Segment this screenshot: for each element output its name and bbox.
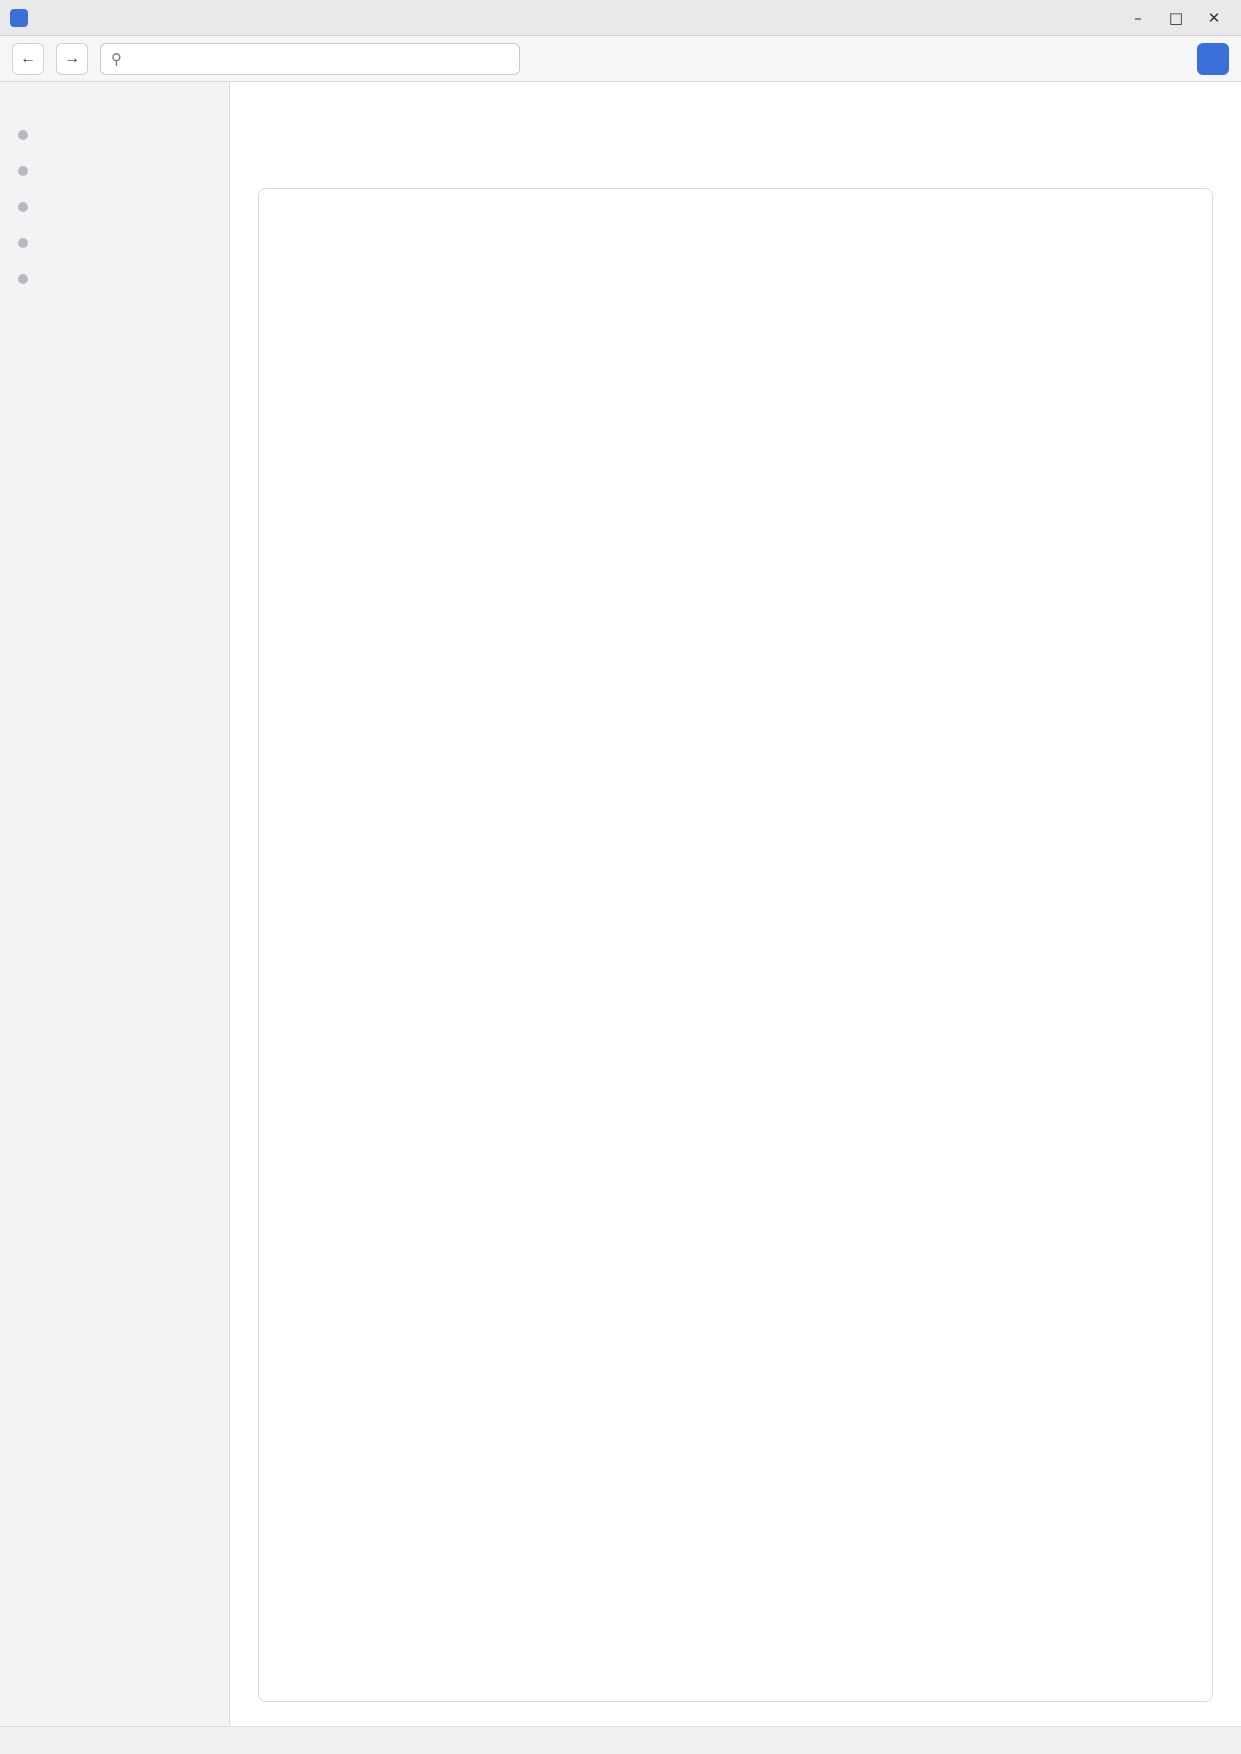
toolbar [0, 36, 1241, 82]
sidebar-item-icon [18, 166, 28, 176]
sidebar-item-icon [18, 130, 28, 140]
content-panel [258, 188, 1213, 1702]
maximize-button[interactable]: □ [1159, 5, 1193, 31]
sidebar-item[interactable] [8, 262, 221, 296]
back-button[interactable]: ← [12, 43, 44, 75]
sidebar-item-icon [18, 202, 28, 212]
forward-button[interactable]: → [56, 43, 88, 75]
sidebar-item[interactable] [8, 226, 221, 260]
search-box[interactable] [100, 43, 520, 75]
search-icon: ⚲ [111, 49, 122, 68]
window-controls [1121, 5, 1231, 31]
status-bar [0, 1726, 1241, 1754]
primary-action-button[interactable] [1197, 43, 1229, 75]
sidebar-item[interactable] [8, 154, 221, 188]
main-area [0, 82, 1241, 1726]
page-subtitle [258, 152, 1213, 172]
sidebar-item-icon [18, 274, 28, 284]
title-bar [0, 0, 1241, 36]
sidebar-item[interactable] [8, 190, 221, 224]
search-input[interactable] [130, 51, 509, 67]
page-title [258, 106, 1213, 136]
close-button[interactable]: ✕ [1197, 5, 1231, 31]
sidebar-item-icon [18, 238, 28, 248]
minimize-button[interactable]: – [1121, 5, 1155, 31]
sidebar [0, 82, 230, 1726]
content-pane [230, 82, 1241, 1726]
sidebar-item[interactable] [8, 118, 221, 152]
sidebar-heading [8, 96, 221, 116]
app-icon [10, 9, 28, 27]
